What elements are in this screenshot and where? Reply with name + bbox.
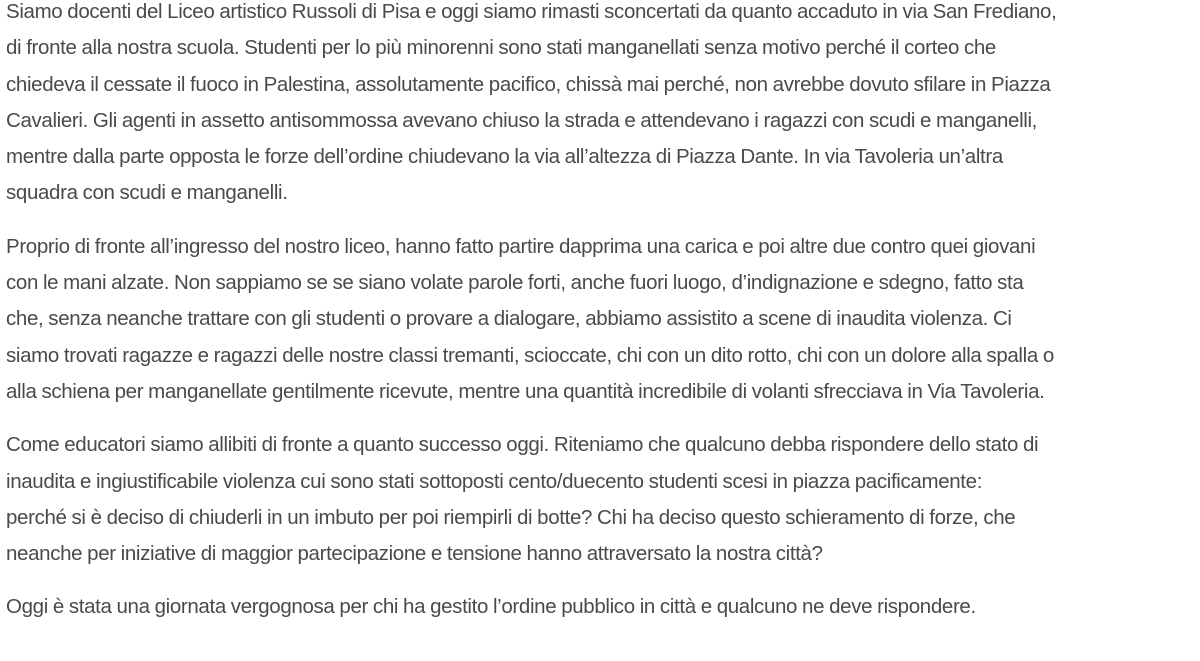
paragraph-line: Proprio di fronte all’ingresso del nostro liceo, hanno fatto partire dapprima una carica e poi altre due contro quei giovani	[6, 234, 1036, 258]
paragraph-line: squadra con scudi e manganelli.	[6, 181, 288, 205]
paragraph-line: chiedeva il cessate il fuoco in Palestina, assolutamente pacifico, chissà mai perché, non avrebbe dovuto sfilare in Piazza	[6, 72, 1051, 96]
paragraph-line: Oggi è stata una giornata vergognosa per chi ha gestito l’ordine pubblico in città e qualcuno ne deve rispondere.	[6, 595, 976, 619]
paragraph-line: neanche per iniziative di maggior partecipazione e tensione hanno attraversato la nostra città?	[6, 542, 823, 566]
paragraph-line: che, senza neanche trattare con gli studenti o provare a dialogare, abbiamo assistito a scene di inaudita violenza. Ci	[6, 307, 1012, 331]
paragraph-1	[6, 0, 1200, 212]
paragraph-4	[6, 589, 1200, 625]
paragraph-line: perché si è deciso di chiuderli in un imbuto per poi riempirli di botte? Chi ha deciso questo schieramento di forze, che	[6, 505, 1016, 529]
paragraph-line: alla schiena per manganellate gentilmente ricevute, mentre una quantità incredibile di volanti sfrecciava in Via Tavoleria.	[6, 379, 1045, 403]
paragraph-line: Siamo docenti del Liceo artistico Russoli di Pisa e oggi siamo rimasti sconcertati da quanto accaduto in via San Frediano,	[6, 0, 1057, 23]
paragraph-line: siamo trovati ragazze e ragazzi delle nostre classi tremanti, scioccate, chi con un dito rotto, chi con un dolore alla spalla o	[6, 343, 1054, 367]
paragraph-line: mentre dalla parte opposta le forze dell’ordine chiudevano la via all’altezza di Piazza Dante. In via Tavoleria un’altra	[6, 145, 1003, 169]
paragraph-line: di fronte alla nostra scuola. Studenti per lo più minorenni sono stati manganellati senza motivo perché il corteo che	[6, 36, 996, 60]
paragraph-line: inaudita e ingiustificabile violenza cui sono stati sottoposti cento/duecento studenti scesi in piazza pacificamente:	[6, 469, 983, 493]
paragraph-line: con le mani alzate. Non sappiamo se se siano volate parole forti, anche fuori luogo, d’indignazione e sdegno, fatto sta	[6, 271, 1024, 295]
paragraph-line: Cavalieri. Gli agenti in assetto antisommossa avevano chiuso la strada e attendevano i ragazzi con scudi e manganelli,	[6, 108, 1038, 132]
paragraph-3	[6, 427, 1200, 572]
paragraph-2	[6, 229, 1200, 410]
paragraph-line: Come educatori siamo allibiti di fronte a quanto successo oggi. Riteniamo che qualcuno debba rispondere dello stato di	[6, 433, 1039, 457]
